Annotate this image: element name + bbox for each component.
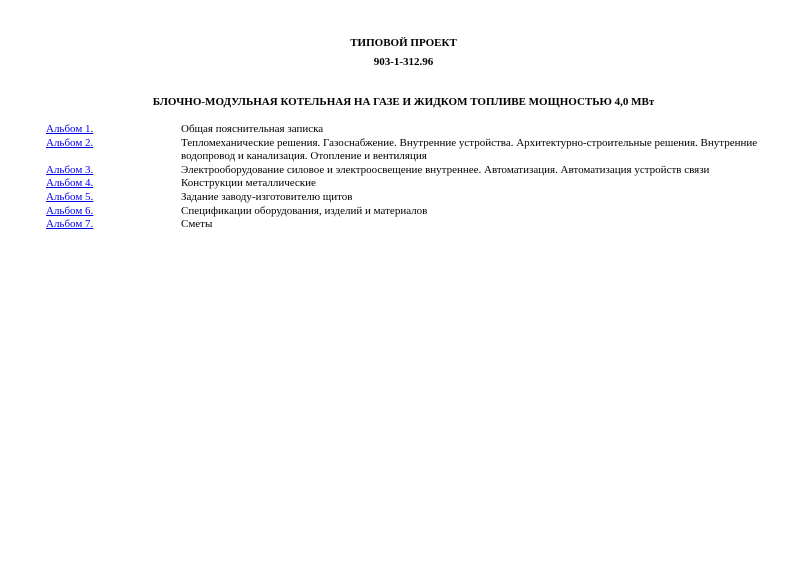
album-row-1 bbox=[46, 123, 776, 137]
album-link-4[interactable]: Альбом 4. bbox=[46, 177, 94, 190]
album-row-4 bbox=[46, 177, 776, 191]
album-row-5 bbox=[46, 191, 776, 205]
album-link-1[interactable]: Альбом 1. bbox=[46, 123, 94, 135]
album-row-7 bbox=[46, 218, 776, 232]
album-row-2 bbox=[46, 137, 776, 164]
album-link-2[interactable]: Альбом 2. bbox=[46, 136, 94, 149]
album-description-2: Тепломеханические решения. Газоснабжение. Внутренние устройства. Архитектурно-строительные решения. Внутренние водопровод и канализация. Отопление и вентиляция bbox=[181, 136, 758, 163]
album-link-5[interactable]: Альбом 5. bbox=[46, 190, 94, 203]
album-description-5: Задание заводу-изготовителю щитов bbox=[181, 190, 353, 203]
album-link-7[interactable]: Альбом 7. bbox=[46, 218, 94, 231]
album-link-3[interactable]: Альбом 3. bbox=[46, 163, 94, 176]
album-row-6 bbox=[46, 205, 776, 219]
album-link-6[interactable]: Альбом 6. bbox=[46, 204, 94, 217]
album-description-4: Конструкции металлические bbox=[181, 177, 316, 190]
album-description-6: Спецификации оборудования, изделий и материалов bbox=[181, 204, 428, 217]
album-list bbox=[46, 123, 776, 232]
document-type-heading: ТИПОВОЙ ПРОЕКТ bbox=[350, 37, 457, 49]
album-description-3: Электрооборудование силовое и электроосвещение внутреннее. Автоматизация. Автоматизация устройств связи bbox=[181, 163, 710, 176]
project-title: БЛОЧНО-МОДУЛЬНАЯ КОТЕЛЬНАЯ НА ГАЗЕ И ЖИДКОМ ТОПЛИВЕ МОЩНОСТЬЮ 4,0 МВт bbox=[152, 96, 655, 108]
project-code-heading: 903-1-312.96 bbox=[373, 56, 434, 68]
album-description-7: Сметы bbox=[181, 218, 213, 231]
album-row-3 bbox=[46, 164, 776, 178]
album-description-1: Общая пояснительная записка bbox=[181, 123, 324, 135]
